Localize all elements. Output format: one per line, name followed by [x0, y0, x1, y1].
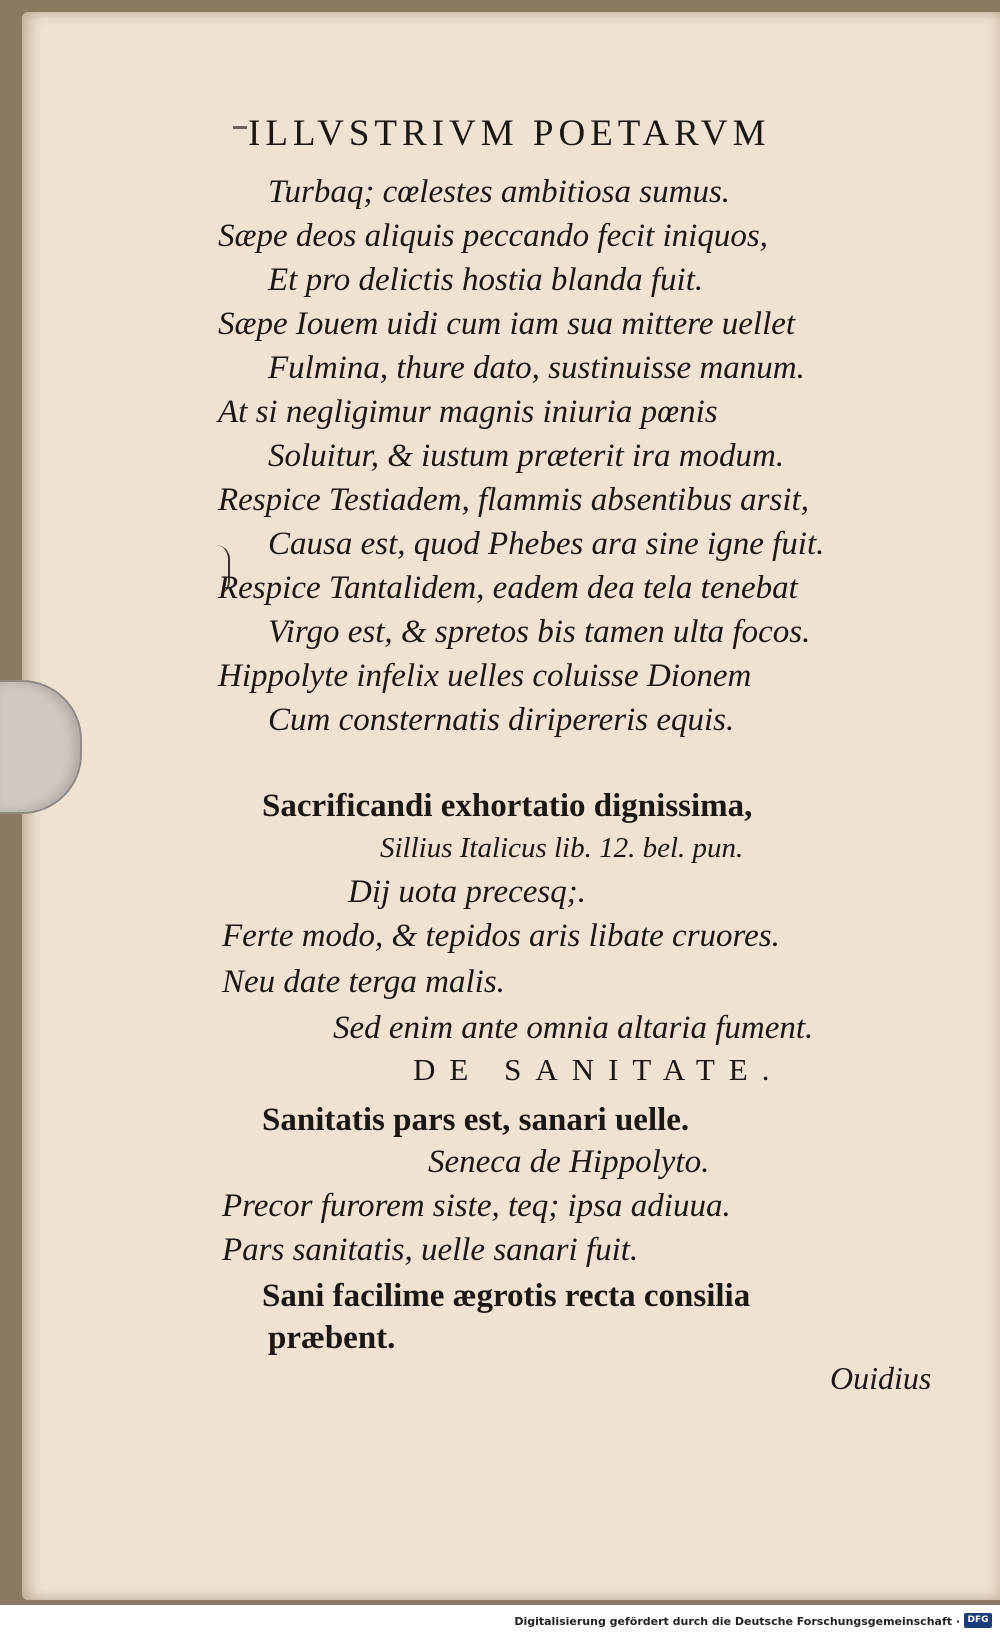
verse-line: Respice Testiadem, flammis absentibus arsit, [218, 482, 809, 518]
verse-line: Causa est, quod Phebes ara sine igne fuit. [268, 526, 825, 562]
verse-line: Respice Tantalidem, eadem dea tela tenebat [218, 570, 798, 606]
verse-line: Fulmina, thure dato, sustinuisse manum. [268, 350, 805, 386]
verse-line: Virgo est, & spretos bis tamen ulta focos. [268, 614, 811, 650]
verse-line: Sæpe deos aliquis peccando fecit iniquos, [218, 218, 768, 254]
section-title: DE SANITATE. [413, 1052, 784, 1087]
source-citation: Sillius Italicus lib. 12. bel. pun. [380, 832, 744, 864]
running-head: ILLVSTRIVM POETARVM [248, 113, 771, 154]
section-heading: Sacrificandi exhortatio dignissima, [262, 788, 753, 824]
dfg-logo: DFG [964, 1613, 992, 1628]
verse-line: Hippolyte infelix uelles coluisse Dionem [218, 658, 752, 694]
verse-line: Dij uota precesq;. [348, 874, 586, 910]
running-head-dash [233, 126, 247, 129]
footer-bar [0, 1605, 1000, 1638]
maxim: Sanitatis pars est, sanari uelle. [262, 1102, 690, 1138]
verse-line: Sæpe Iouem uidi cum iam sua mittere uellet [218, 306, 796, 342]
verse-line: Ferte modo, & tepidos aris libate cruores. [222, 918, 780, 954]
verse-line: Neu date terga malis. [222, 964, 505, 1000]
verse-line: Pars sanitatis, uelle sanari fuit. [222, 1232, 639, 1268]
verse-line: Et pro delictis hostia blanda fuit. [268, 262, 704, 298]
source-citation: Seneca de Hippolyto. [428, 1144, 710, 1180]
verse-line: Cum consternatis diripereris equis. [268, 702, 735, 738]
verse-line: Soluitur, & iustum præterit ira modum. [268, 438, 785, 474]
verse-line: At si negligimur magnis iniuria pœnis [218, 394, 718, 430]
verse-line: Precor furorem siste, teq; ipsa adiuua. [222, 1188, 731, 1224]
catchword: Ouidius [830, 1360, 932, 1396]
verse-line: Sed enim ante omnia altaria fument. [333, 1010, 814, 1046]
maxim: Sani facilime ægrotis recta consilia [262, 1278, 751, 1314]
footer-credit: Digitalisierung gefördert durch die Deutsche Forschungsgemeinschaft · [514, 1615, 960, 1628]
maxim: præbent. [268, 1320, 396, 1356]
verse-line: Turbaq; cœlestes ambitiosa sumus. [268, 174, 731, 210]
